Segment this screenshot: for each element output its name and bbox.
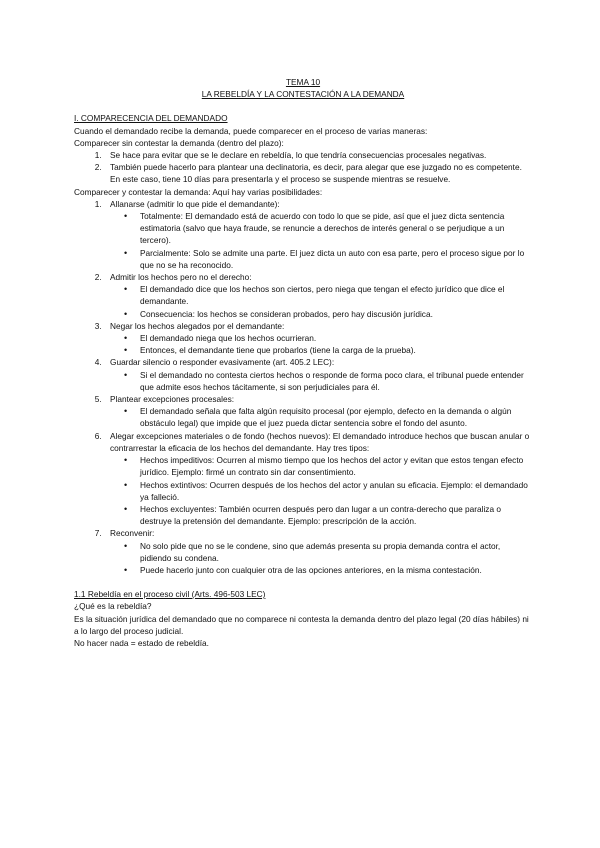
section-heading: I. COMPARECENCIA DEL DEMANDADO: [74, 113, 228, 124]
bullet-item: • Hechos impeditivos: Ocurren al mismo tiempo que los hechos del actor y evitan que estos tengan efecto jurídico. Ejemplo: firmé un contrato sin dar consentimiento.: [138, 454, 532, 478]
bullet-item: • Parcialmente: Solo se admite una parte. El juez dicta un auto con esa parte, pero el proceso sigue por lo que no se ha reconocido.: [138, 247, 532, 271]
option-label: Negar los hechos alegados por el demandante:: [110, 320, 285, 331]
bullet-item: • Entonces, el demandante tiene que probarlos (tiene la carga de la prueba).: [138, 344, 532, 356]
section-intro: Cuando el demandado recibe la demanda, puede comparecer en el proceso de varias maneras:: [74, 125, 428, 136]
option-label: Plantear excepciones procesales:: [110, 394, 235, 405]
bullet-item: • Totalmente: El demandado está de acuerdo con todo lo que se pide, así que el juez dicta sentencia estimatoria (salvo que haya fraude, se renuncie a derechos de interés general o se perjudique a un tercero).: [138, 210, 532, 247]
bullet-item: • Consecuencia: los hechos se consideran probados, pero hay discusión jurídica.: [138, 308, 532, 320]
option-admitir-hechos: [104, 271, 532, 320]
contest-options-list: [74, 198, 532, 576]
option-silencio: [104, 356, 532, 393]
bullet-list: [110, 405, 532, 429]
option-allanarse: [104, 198, 532, 271]
option-excepciones-materiales: [104, 430, 532, 528]
option-label: Reconvenir:: [110, 528, 155, 539]
document-page: [74, 76, 532, 649]
bullet-list: [110, 454, 532, 527]
option-label: Allanarse (admitir lo que pide el demandante):: [110, 198, 280, 209]
bullet-item: • El demandado dice que los hechos son ciertos, pero niega que tengan el efecto jurídico que dice el demandante.: [138, 283, 532, 307]
document-title: LA REBELDÍA Y LA CONTESTACIÓN A LA DEMANDA: [201, 89, 405, 100]
equation-text: No hacer nada = estado de rebeldía.: [74, 637, 209, 648]
bullet-list: [110, 210, 532, 271]
list-item: 1. Se hace para evitar que se le declare en rebeldía, lo que tendría consecuencias procesales negativas.: [104, 149, 532, 161]
option-label: Alegar excepciones materiales o de fondo (hechos nuevos): El demandado introduce hechos que buscan anular o contrarrestar la eficacia de los hechos del demandante. Hay tres tipos:: [110, 430, 530, 453]
option-label: Guardar silencio o responder evasivamente (art. 405.2 LEC):: [110, 357, 335, 368]
bullet-list: [110, 540, 532, 577]
section-heading-rebeldia: 1.1 Rebeldía en el proceso civil (Arts. 496-503 LEC): [74, 589, 266, 600]
option-label: Admitir los hechos pero no el derecho:: [110, 272, 252, 283]
bullet-list: [110, 283, 532, 320]
question-text: ¿Qué es la rebeldía?: [74, 601, 152, 612]
bullet-item: • Hechos extintivos: Ocurren después de los hechos del actor y anulan su eficacia. Ejemplo: el demandado ya falleció.: [138, 479, 532, 503]
bullet-item: • Si el demandado no contesta ciertos hechos o responde de forma poco clara, el tribunal puede entender que admite esos hechos tácitamente, si son perjudiciales para él.: [138, 369, 532, 393]
bullet-list: [110, 332, 532, 356]
bullet-item: • No solo pide que no se le condene, sino que además presenta su propia demanda contra el actor, pidiendo su condena.: [138, 540, 532, 564]
tema-number: TEMA 10: [285, 77, 321, 87]
option-reconvenir: [104, 527, 532, 576]
bullet-item: • El demandado señala que falta algún requisito procesal (por ejemplo, defecto en la demanda o algún obstáculo legal) que impide que el juez pueda dictar sentencia sobre el fondo del asunto.: [138, 405, 532, 429]
option-negar-hechos: [104, 320, 532, 357]
bullet-item: • El demandado niega que los hechos ocurrieran.: [138, 332, 532, 344]
subheading-no-contest: Comparecer sin contestar la demanda (dentro del plazo):: [74, 137, 284, 148]
no-contest-list: [74, 149, 532, 186]
option-excepciones-procesales: [104, 393, 532, 430]
bullet-item: • Puede hacerlo junto con cualquier otra de las opciones anteriores, en la misma contestación.: [138, 564, 532, 576]
bullet-item: • Hechos excluyentes: También ocurren después pero dan lugar a un contra-derecho que paraliza o destruye la pretensión del demandante. Ejemplo: prescripción de la acción.: [138, 503, 532, 527]
list-item: 2. También puede hacerlo para plantear una declinatoria, es decir, para alegar que ese juzgado no es competente. En este caso, tiene 10 días para presentarla y el proceso se suspende mientras se resuelve.: [104, 161, 532, 185]
subheading-contest: Comparecer y contestar la demanda: Aquí hay varias posibilidades:: [74, 186, 323, 197]
definition-text: Es la situación jurídica del demandado que no comparece ni contesta la demanda dentro del plazo legal (20 días hábiles) ni a lo largo del proceso judicial.: [74, 613, 529, 636]
bullet-list: [110, 369, 532, 393]
